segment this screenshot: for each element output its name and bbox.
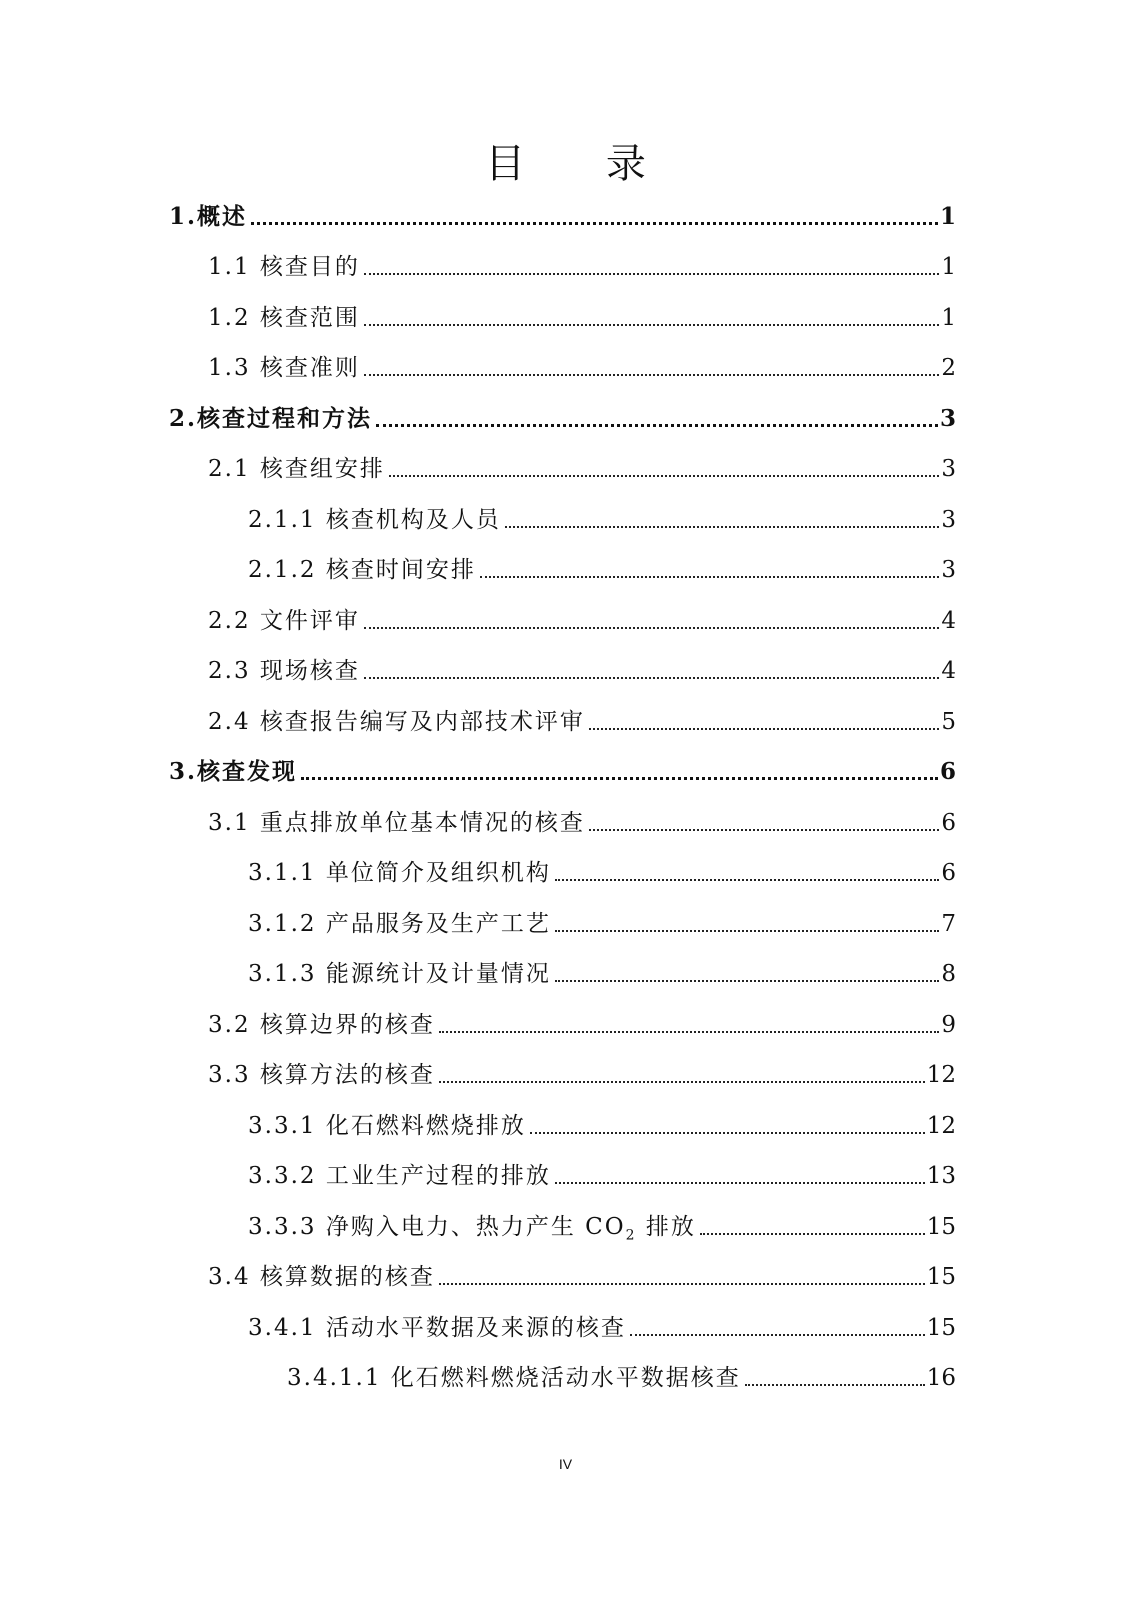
toc-entry-1[interactable]	[169, 188, 956, 232]
toc-entry-page: 1	[939, 203, 956, 230]
dot-leader	[555, 1182, 925, 1184]
subscript-2: 2	[625, 1227, 637, 1244]
toc-entry-label	[248, 1212, 696, 1242]
toc-entry-label: 3.核查发现	[169, 758, 298, 785]
dot-leader	[530, 1132, 925, 1134]
toc-entry-page: 9	[941, 1012, 956, 1038]
toc-entry-page: 15	[926, 1315, 956, 1341]
toc-entry-3-1-1[interactable]	[248, 844, 956, 888]
dot-leader	[364, 677, 939, 679]
toc-entry-label: 3.2 核算边界的核查	[208, 1012, 435, 1038]
toc-entry-page: 7	[941, 911, 956, 937]
toc-entry-label: 3.1 重点排放单位基本情况的核查	[208, 810, 585, 836]
dot-leader	[505, 526, 940, 528]
toc-entry-3[interactable]	[169, 743, 956, 787]
dot-leader	[364, 324, 939, 326]
toc-entry-3-2[interactable]	[208, 996, 956, 1040]
dot-leader	[555, 930, 940, 932]
toc-entry-2-2[interactable]	[208, 592, 956, 636]
toc-entry-2-4[interactable]	[208, 693, 956, 737]
dot-leader	[555, 879, 940, 881]
dot-leader	[589, 728, 939, 730]
toc-entry-3-4-1[interactable]	[248, 1299, 956, 1343]
page-number: IV	[558, 1456, 573, 1472]
dot-leader	[251, 222, 938, 225]
dot-leader	[700, 1233, 925, 1235]
toc-entry-label: 1.概述	[169, 203, 248, 230]
toc-entry-label: 3.1.3 能源统计及计量情况	[248, 961, 551, 987]
toc-title: 目 录	[485, 141, 680, 187]
toc-entry-3-1[interactable]	[208, 794, 956, 838]
toc-entry-page: 13	[926, 1163, 956, 1189]
toc-entry-page: 1	[941, 305, 956, 331]
toc-entry-2[interactable]	[169, 390, 956, 434]
dot-leader	[389, 475, 939, 477]
toc-entry-page: 5	[941, 709, 956, 735]
toc-entry-3-4-1-1[interactable]	[287, 1349, 956, 1393]
dot-leader	[301, 777, 938, 780]
toc-entry-label: 1.3 核查准则	[208, 355, 360, 381]
toc-entry-3-1-2[interactable]	[248, 895, 956, 939]
dot-leader	[439, 1283, 925, 1285]
toc-entry-1-2[interactable]	[208, 289, 956, 333]
toc-entry-label: 3.3 核算方法的核查	[208, 1062, 435, 1088]
dot-leader	[745, 1384, 925, 1386]
toc-entry-2-1-2[interactable]	[248, 541, 956, 585]
toc-entry-page: 3	[941, 557, 956, 583]
toc-entry-3-4[interactable]	[208, 1248, 956, 1292]
toc-entry-page: 8	[941, 961, 956, 987]
toc-entry-label: 2.1 核查组安排	[208, 456, 385, 482]
dot-leader	[480, 576, 940, 578]
toc-entry-label: 1.2 核查范围	[208, 305, 360, 331]
toc-entry-2-1-1[interactable]	[248, 491, 956, 535]
toc-entry-3-3-3[interactable]	[248, 1198, 956, 1242]
toc-entry-page: 2	[941, 355, 956, 381]
toc-entry-page: 6	[941, 860, 956, 886]
toc-entry-label: 3.4.1 活动水平数据及来源的核查	[248, 1315, 626, 1341]
toc-entry-label: 2.1.2 核查时间安排	[248, 557, 476, 583]
dot-leader	[376, 424, 938, 427]
dot-leader	[364, 273, 939, 275]
dot-leader	[439, 1081, 925, 1083]
toc-entry-page: 1	[941, 254, 956, 280]
toc-entry-2-1[interactable]	[208, 440, 956, 484]
toc-entry-page: 4	[941, 608, 956, 634]
toc-entry-1-1[interactable]	[208, 238, 956, 282]
toc-entry-1-3[interactable]	[208, 339, 956, 383]
toc-entry-label-suffix: 排放	[636, 1214, 696, 1240]
dot-leader	[364, 627, 939, 629]
toc-entry-2-3[interactable]	[208, 642, 956, 686]
toc-entry-3-3-2[interactable]	[248, 1147, 956, 1191]
toc-entry-page: 3	[939, 405, 956, 432]
toc-entry-page: 3	[941, 507, 956, 533]
toc-entry-page: 12	[926, 1062, 956, 1088]
toc-entry-page: 16	[926, 1365, 956, 1391]
toc-entry-label-prefix: 3.3.3 净购入电力、热力产生 CO	[248, 1214, 626, 1240]
dot-leader	[439, 1031, 939, 1033]
toc-entry-label: 3.4.1.1 化石燃料燃烧活动水平数据核查	[287, 1365, 741, 1391]
toc-entry-page: 4	[941, 658, 956, 684]
toc-entry-label: 2.3 现场核查	[208, 658, 360, 684]
toc-entry-3-3-1[interactable]	[248, 1097, 956, 1141]
toc-entry-3-1-3[interactable]	[248, 945, 956, 989]
toc-entry-page: 6	[939, 758, 956, 785]
toc-entry-label: 3.1.1 单位简介及组织机构	[248, 860, 551, 886]
dot-leader	[555, 980, 940, 982]
toc-entry-page: 12	[926, 1113, 956, 1139]
toc-entry-label: 2.4 核查报告编写及内部技术评审	[208, 709, 585, 735]
toc-entry-label: 3.1.2 产品服务及生产工艺	[248, 911, 551, 937]
dot-leader	[630, 1334, 925, 1336]
toc-entry-3-3[interactable]	[208, 1046, 956, 1090]
toc-entry-label: 3.3.1 化石燃料燃烧排放	[248, 1113, 526, 1139]
toc-entry-label: 3.4 核算数据的核查	[208, 1264, 435, 1290]
toc-entry-label: 3.3.2 工业生产过程的排放	[248, 1163, 551, 1189]
toc-entry-page: 15	[926, 1264, 956, 1290]
toc-entry-label: 2.2 文件评审	[208, 608, 360, 634]
toc-entry-page: 6	[941, 810, 956, 836]
toc-entry-page: 3	[941, 456, 956, 482]
dot-leader	[364, 374, 939, 376]
toc-entry-label: 2.1.1 核查机构及人员	[248, 507, 501, 533]
dot-leader	[589, 829, 939, 831]
toc-entry-label: 2.核查过程和方法	[169, 405, 373, 432]
toc-entry-page: 15	[926, 1214, 956, 1240]
toc-entry-label: 1.1 核查目的	[208, 254, 360, 280]
